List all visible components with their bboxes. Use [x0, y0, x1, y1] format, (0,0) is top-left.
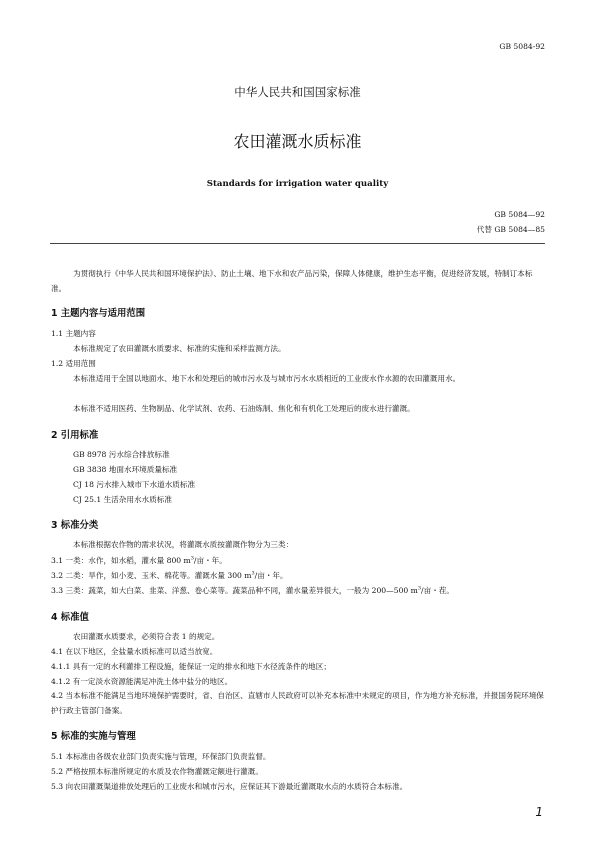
section-4-2: 4.2 当本标准不能满足当地环境保护需要时，省、自治区、直辖市人民政府可以补充本标准中未规定的项目，作为地方补充标准，并报国务院环境保护行政主管部门备案。	[51, 691, 544, 715]
unit-superscript: 3	[190, 555, 194, 562]
page-title: 农田灌溉水质标准	[233, 132, 362, 151]
section-5-heading: 5 标准的实施与管理	[51, 731, 136, 742]
section-4-1-1: 4.1.1 具有一定的水利灌排工程设施，能保证一定的排水和地下水径流条件的地区；	[51, 662, 331, 671]
unit-superscript: 3	[251, 570, 255, 577]
section-5-2: 5.2 严格按照本标准所规定的水质及农作物灌溉定额进行灌溉。	[51, 767, 263, 776]
section-3-heading: 3 标准分类	[51, 520, 99, 531]
page-number: 1	[535, 805, 543, 819]
header-code: GB 5084-92	[499, 42, 545, 51]
class-2-text: 3.2 二类：旱作，如小麦、玉米、棉花等。灌溉水量 300 m	[51, 571, 252, 580]
reference-item: CJ 25.1 生活杂用水水质标准	[73, 495, 172, 504]
reference-item: GB 8978 污水综合排放标准	[73, 450, 170, 459]
reference-item: CJ 18 污水排入城市下水道水质标准	[73, 480, 196, 489]
section-1-heading: 1 主题内容与适用范围	[51, 308, 146, 319]
section-2-heading: 2 引用标准	[51, 430, 99, 441]
class-2-unit: /亩・年。	[254, 571, 288, 580]
standard-number: GB 5084—92	[494, 210, 545, 219]
section-1-2-title: 1.2 适用范围	[51, 359, 96, 368]
class-3-text: 3.3 三类：蔬菜，如大白菜、韭菜、洋葱、卷心菜等。蔬菜品种不同，灌水量差异很大，一般为 200—500 m	[51, 586, 418, 595]
class-3-unit: /亩・茬。	[421, 586, 454, 595]
section-1-1-title: 1.1 主题内容	[51, 329, 96, 338]
class-1-unit: /亩・年。	[193, 556, 227, 565]
section-4-intro: 农田灌溉水质要求，必须符合表 1 的规定。	[73, 632, 220, 641]
reference-item: GB 3838 地面水环境质量标准	[73, 465, 178, 474]
class-2-item	[51, 570, 288, 582]
title-divider	[50, 243, 545, 244]
section-4-heading: 4 标准值	[51, 612, 89, 623]
organization: 中华人民共和国国家标准	[234, 85, 361, 99]
section-5-3: 5.3 向农田灌溉渠道排放处理后的工业废水和城市污水，应保证其下游最近灌溉取水点的水质符合本标准。	[51, 782, 408, 791]
section-5-1: 5.1 本标准由各级农业部门负责实施与管理，环保部门负责监督。	[51, 752, 271, 761]
section-3-intro: 本标准根据农作物的需求状况，将灌溉水质按灌溉作物分为三类：	[73, 540, 294, 549]
section-1-2-exclusion: 本标准不适用医药、生物制品、化学试剂、农药、石油炼制、焦化和有机化工处理后的废水进行灌溉。	[73, 404, 415, 413]
section-1-1-text: 本标准规定了农田灌溉水质要求、标准的实施和采样监测方法。	[73, 344, 286, 353]
class-3-item	[51, 585, 454, 597]
intro-paragraph: 为贯彻执行《中华人民共和国环境保护法》、防止土壤、地下水和农产品污染，保障人体健康，维护生态平衡，促进经济发展，特制订本标准。	[51, 269, 533, 293]
subtitle-en: Standards for irrigation water quality	[206, 179, 389, 189]
section-4-1-2: 4.1.2 有一定淡水资源能满足冲洗土体中盐分的地区。	[51, 677, 233, 686]
section-4-1: 4.1 在以下地区，全盐量水质标准可以适当放宽。	[51, 647, 218, 656]
class-1-text: 3.1 一类：水作，如水稻，灌水量 800 m	[51, 556, 191, 565]
replaces-standard: 代替 GB 5084—85	[476, 225, 545, 234]
class-1-item	[51, 555, 227, 567]
unit-superscript: 3	[417, 585, 422, 592]
section-1-2-text: 本标准适用于全国以地面水、地下水和处理后的城市污水及与城市污水水质相近的工业废水作水源的农田灌溉用水。	[73, 374, 461, 383]
